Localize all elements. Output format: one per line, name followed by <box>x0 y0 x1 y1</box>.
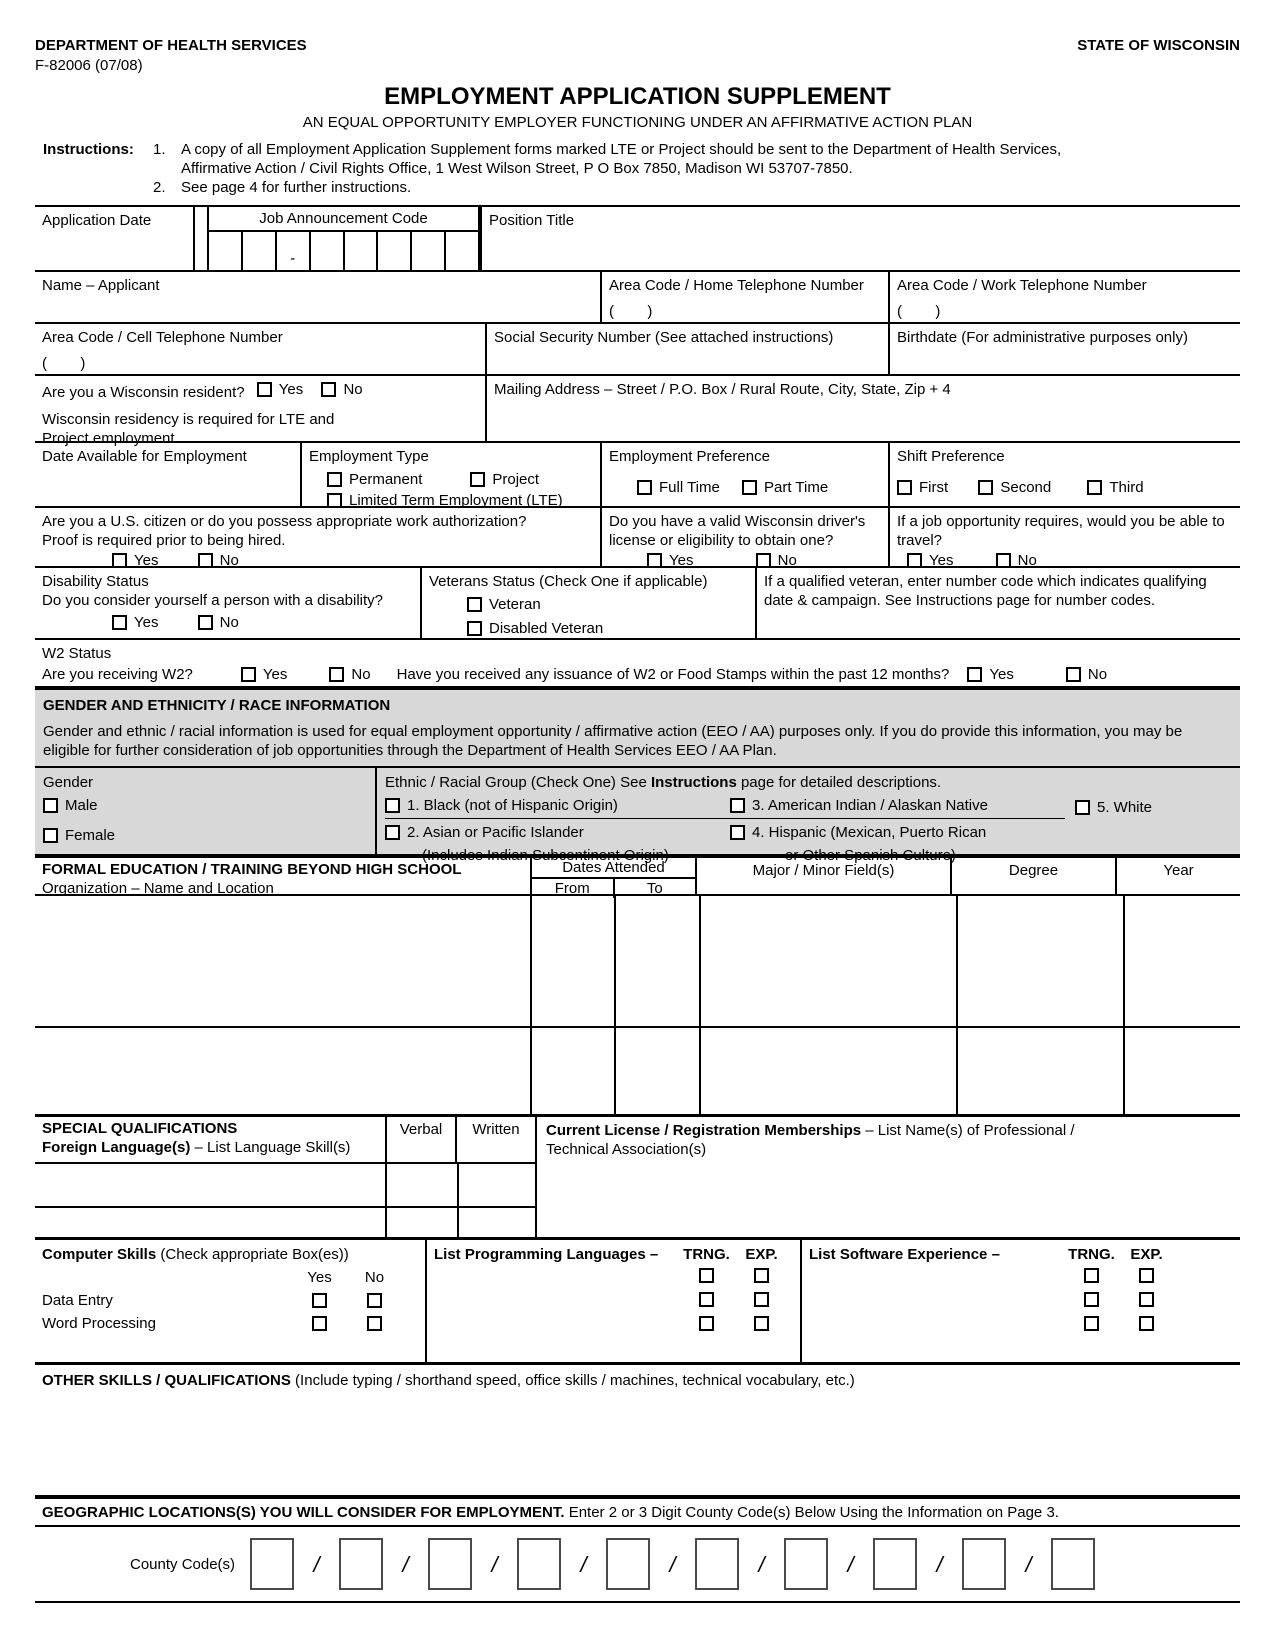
data-entry-no-checkbox[interactable] <box>367 1293 382 1308</box>
lte-checkbox[interactable] <box>327 493 342 508</box>
foodstamps-yes-checkbox[interactable] <box>967 667 982 682</box>
word-processing-label: Word Processing <box>42 1315 156 1332</box>
ethnic-group-label <box>385 773 1232 792</box>
w2-question-2: Have you received any issuance of W2 or Food Stamps within the past 12 months? <box>396 666 950 683</box>
foreign-languages-rest: – List Language Skill(s) <box>190 1139 351 1156</box>
veterans-title: Veterans Status (Check One if applicable) <box>429 573 708 590</box>
citizen-no-label: No <box>219 552 239 569</box>
license-label-rest: – List Name(s) of Professional / <box>861 1122 1075 1139</box>
other-skills-section[interactable] <box>35 1362 1240 1495</box>
form-number: F-82006 (07/08) <box>35 57 143 74</box>
language-written-cell[interactable] <box>457 1164 535 1206</box>
software-experience-label: List Software Experience – <box>809 1246 1000 1263</box>
project-option <box>470 470 539 489</box>
travel-yes-label: Yes <box>929 552 954 569</box>
programming-exp-label: EXP. <box>745 1246 778 1263</box>
female-label: Female <box>65 827 116 844</box>
education-row-2 <box>35 1026 1240 1114</box>
county-slash: / <box>313 1551 320 1577</box>
foodstamps-yes-label: Yes <box>989 666 1014 683</box>
travel-question: If a job opportunity requires, would you be able to travel? <box>897 513 1225 549</box>
row-resident-mailing <box>35 376 1240 447</box>
education-title-cell <box>35 858 530 897</box>
county-slash: / <box>669 1551 676 1577</box>
job-code-dash-cell[interactable] <box>277 232 311 270</box>
gender-options-area <box>35 766 1240 864</box>
main-form-table <box>35 205 1240 686</box>
language-name-cell[interactable] <box>35 1164 385 1206</box>
disability-no-checkbox[interactable] <box>198 615 213 630</box>
row-citizen-driver-travel <box>35 508 1240 568</box>
gender-column <box>35 768 375 854</box>
instruction-1-number: 1. <box>153 141 166 158</box>
geographic-section <box>35 1495 1240 1603</box>
education-to-cell[interactable] <box>614 1028 699 1114</box>
date-available-cell[interactable] <box>35 443 300 506</box>
ssn-cell[interactable] <box>485 324 888 374</box>
project-checkbox[interactable] <box>470 472 485 487</box>
w2-title: W2 Status <box>42 645 112 662</box>
computer-skills-title: Computer Skills <box>42 1246 157 1263</box>
county-slash: / <box>1025 1551 1032 1577</box>
instruction-2-number: 2. <box>153 179 166 196</box>
computer-skills-section <box>35 1237 1240 1362</box>
third-shift-checkbox[interactable] <box>1087 480 1102 495</box>
driver-no-label: No <box>777 552 797 569</box>
data-entry-yes-checkbox[interactable] <box>312 1293 327 1308</box>
female-checkbox[interactable] <box>43 828 58 843</box>
cell-phone-cell[interactable] <box>35 324 485 374</box>
education-header <box>35 854 1240 897</box>
travel-no-label: No <box>1017 552 1037 569</box>
education-major-cell[interactable] <box>699 896 956 1026</box>
resident-no-checkbox[interactable] <box>321 382 336 397</box>
programming-languages-label: List Programming Languages – <box>434 1246 659 1263</box>
veteran-label: Veteran <box>489 596 541 613</box>
resident-no-label: No <box>343 381 363 398</box>
citizen-question-line1: Are you a U.S. citizen or do you possess appropriate work authorization? <box>42 513 527 530</box>
ethnic-option-2-note: (Includes Indian Subcontinent Origin) <box>422 847 669 864</box>
birthdate-cell[interactable] <box>888 324 1240 374</box>
work-phone-parens: ( ) <box>897 303 941 320</box>
license-label-line2: Technical Association(s) <box>546 1141 707 1158</box>
female-option <box>43 826 115 845</box>
instructions <box>35 140 1240 197</box>
job-code-digit-6[interactable] <box>412 232 446 270</box>
job-code-digit-5[interactable] <box>378 232 412 270</box>
second-shift-label: Second <box>1000 479 1052 496</box>
driver-yes-label: Yes <box>669 552 694 569</box>
disabled-veteran-option <box>467 619 603 638</box>
county-slash: / <box>491 1551 498 1577</box>
job-code-digit-4[interactable] <box>345 232 379 270</box>
ethnic-option-2 <box>385 823 730 842</box>
software-exp-label: EXP. <box>1130 1246 1163 1263</box>
project-label: Project <box>492 471 540 488</box>
work-phone-cell[interactable] <box>888 272 1240 322</box>
instruction-item-1 <box>153 140 1240 178</box>
foodstamps-no-option <box>1066 665 1107 684</box>
education-org-cell[interactable] <box>35 1028 530 1114</box>
language-name-cell[interactable] <box>35 1208 385 1237</box>
geographic-title: GEOGRAPHIC LOCATIONS(S) YOU WILL CONSIDER FOR EMPLOYMENT. <box>42 1504 565 1521</box>
form-title: EMPLOYMENT APPLICATION SUPPLEMENT <box>384 83 891 110</box>
language-row-1 <box>35 1162 535 1206</box>
dates-attended-label: Dates Attended <box>532 858 695 879</box>
language-verbal-cell[interactable] <box>385 1208 457 1237</box>
programming-3-exp-checkbox[interactable] <box>754 1316 769 1331</box>
from-column-label: From <box>554 880 590 897</box>
date-available-label: Date Available for Employment <box>42 448 247 465</box>
ssn-label: Social Security Number (See attached instructions) <box>494 329 834 346</box>
citizen-cell <box>35 508 600 569</box>
qualified-veteran-text: If a qualified veteran, enter number code which indicates qualifying date & campaign. See Instructions page for number codes. <box>764 573 1207 609</box>
ethnic-label-pre: Ethnic / Racial Group (Check One) See <box>385 774 651 791</box>
permanent-checkbox[interactable] <box>327 472 342 487</box>
employment-type-cell <box>300 443 600 509</box>
ethnic-column <box>375 768 1240 864</box>
driver-yes-checkbox[interactable] <box>647 553 662 568</box>
second-shift-checkbox[interactable] <box>978 480 993 495</box>
education-to-cell[interactable] <box>614 896 699 1026</box>
education-subtitle: Organization – Name and Location <box>42 880 274 897</box>
disability-yes-option <box>112 613 158 632</box>
full-time-checkbox[interactable] <box>637 480 652 495</box>
disabled-veteran-label: Disabled Veteran <box>489 620 604 637</box>
job-code-digit-1[interactable] <box>209 232 243 270</box>
software-1-trng-checkbox[interactable] <box>1084 1268 1099 1283</box>
w2-no-option <box>329 665 370 684</box>
county-codes-label: County Code(s) <box>130 1555 236 1573</box>
veteran-option <box>467 595 541 614</box>
shift-third-option <box>1087 478 1143 497</box>
special-qualifications-title-cell <box>35 1117 385 1162</box>
county-code-box-10[interactable] <box>1051 1538 1095 1590</box>
major-column-label: Major / Minor Field(s) <box>695 858 950 894</box>
county-code-box-4[interactable] <box>517 1538 561 1590</box>
citizen-yes-label: Yes <box>134 552 159 569</box>
language-skills-table <box>35 1117 535 1237</box>
no-column-label: No <box>364 1269 385 1286</box>
other-skills-title-rest: (Include typing / shorthand speed, office skills / machines, technical vocabulary, etc.) <box>290 1372 855 1389</box>
permanent-option <box>327 470 422 489</box>
disability-cell <box>35 568 420 638</box>
resident-yes-label: Yes <box>278 381 304 398</box>
language-verbal-cell[interactable] <box>385 1164 457 1206</box>
w2-no-label: No <box>351 666 371 683</box>
resident-question: Are you a Wisconsin resident? <box>42 384 245 401</box>
license-label-bold: Current License / Registration Memberships <box>546 1122 862 1139</box>
instruction-item-2 <box>153 178 1240 197</box>
disability-yes-checkbox[interactable] <box>112 615 127 630</box>
veterans-cell <box>420 568 755 638</box>
driver-license-question: Do you have a valid Wisconsin driver's license or eligibility to obtain one? <box>609 513 866 549</box>
ethnic-option-3 <box>730 796 1065 815</box>
page-header <box>35 0 1240 134</box>
disabled-veteran-checkbox[interactable] <box>467 621 482 636</box>
county-code-box-1[interactable] <box>250 1538 294 1590</box>
education-section <box>35 854 1240 1114</box>
employment-type-label: Employment Type <box>309 448 429 465</box>
row-disability-veterans <box>35 568 1240 638</box>
driver-no-checkbox[interactable] <box>756 553 771 568</box>
male-label: Male <box>65 797 98 814</box>
resident-yes-option <box>257 380 303 399</box>
row-application <box>35 207 1240 272</box>
county-slash: / <box>402 1551 409 1577</box>
foodstamps-no-label: No <box>1087 666 1108 683</box>
employment-preference-label: Employment Preference <box>609 448 770 465</box>
education-degree-cell[interactable] <box>956 896 1123 1026</box>
dates-attended-header <box>530 858 695 897</box>
language-written-cell[interactable] <box>457 1208 535 1237</box>
language-row-2 <box>35 1206 535 1237</box>
part-time-label: Part Time <box>764 479 829 496</box>
county-code-box-8[interactable] <box>873 1538 917 1590</box>
special-qualifications-section <box>35 1114 1240 1237</box>
residency-note-line2: Project employment <box>42 430 175 447</box>
data-entry-label: Data Entry <box>42 1292 113 1309</box>
row-w2 <box>35 638 1240 686</box>
foreign-languages-label: Foreign Language(s) <box>42 1139 191 1156</box>
first-shift-label: First <box>919 479 949 496</box>
mailing-address-cell[interactable] <box>485 376 1240 441</box>
county-code-box-3[interactable] <box>428 1538 472 1590</box>
gender-section-title: GENDER AND ETHNICITY / RACE INFORMATION <box>43 697 391 714</box>
ethnic-5-checkbox[interactable] <box>1075 800 1090 815</box>
county-code-box-2[interactable] <box>339 1538 383 1590</box>
instruction-1-line1: A copy of all Employment Application Supplement forms marked LTE or Project should be sent to the Department of Health Services, <box>181 141 1062 158</box>
software-2-exp-checkbox[interactable] <box>1139 1292 1154 1307</box>
cell-phone-parens: ( ) <box>42 355 86 372</box>
row-cell-ssn-birth <box>35 324 1240 376</box>
ethnic-option-4 <box>730 823 986 842</box>
application-date-cell[interactable] <box>35 207 193 270</box>
permanent-label: Permanent <box>349 471 423 488</box>
home-phone-parens: ( ) <box>609 303 653 320</box>
education-degree-cell[interactable] <box>956 1028 1123 1114</box>
travel-yes-checkbox[interactable] <box>907 553 922 568</box>
first-shift-checkbox[interactable] <box>897 480 912 495</box>
county-code-box-9[interactable] <box>962 1538 1006 1590</box>
citizen-question-line2: Proof is required prior to being hired. <box>42 532 286 549</box>
gender-label: Gender <box>43 774 94 791</box>
county-slash: / <box>580 1551 587 1577</box>
education-title: FORMAL EDUCATION / TRAINING BEYOND HIGH SCHOOL <box>42 861 462 878</box>
shift-preference-label: Shift Preference <box>897 448 1005 465</box>
ethnic-option-1 <box>385 796 730 815</box>
programming-1-trng-checkbox[interactable] <box>699 1268 714 1283</box>
veteran-checkbox[interactable] <box>467 597 482 612</box>
ethnic-option-5 <box>1075 796 1152 819</box>
county-code-box-5[interactable] <box>606 1538 650 1590</box>
male-option <box>43 796 98 815</box>
computer-skills-column <box>35 1240 425 1362</box>
shift-preference-cell <box>888 443 1240 506</box>
geographic-title-rest: Enter 2 or 3 Digit County Code(s) Below Using the Information on Page 3. <box>564 1504 1059 1521</box>
third-shift-label: Third <box>1109 479 1144 496</box>
programming-trng-label: TRNG. <box>683 1246 730 1263</box>
w2-yes-label: Yes <box>262 666 288 683</box>
birthdate-label: Birthdate (For administrative purposes only) <box>897 329 1188 346</box>
job-code-digit-2[interactable] <box>243 232 277 270</box>
yes-column-label: Yes <box>307 1269 332 1286</box>
ethnic-label-post: page for detailed descriptions. <box>736 774 942 791</box>
disability-no-option <box>198 613 239 632</box>
home-phone-label: Area Code / Home Telephone Number <box>609 277 864 294</box>
job-announcement-code-cell <box>193 207 480 270</box>
full-time-label: Full Time <box>659 479 720 496</box>
residency-note-line1: Wisconsin residency is required for LTE and <box>42 411 335 428</box>
lte-label: Limited Term Employment (LTE) <box>349 492 563 509</box>
employment-preference-cell <box>600 443 888 506</box>
male-checkbox[interactable] <box>43 798 58 813</box>
geographic-title-row <box>35 1499 1240 1527</box>
county-slash: / <box>758 1551 765 1577</box>
education-row-1 <box>35 894 1240 1026</box>
education-year-cell[interactable] <box>1123 1028 1240 1114</box>
software-3-exp-checkbox[interactable] <box>1139 1316 1154 1331</box>
programming-languages-column <box>425 1240 800 1362</box>
education-major-cell[interactable] <box>699 1028 956 1114</box>
county-code-box-6[interactable] <box>695 1538 739 1590</box>
special-qualifications-title: SPECIAL QUALIFICATIONS <box>42 1120 238 1137</box>
ethnic-2-checkbox[interactable] <box>385 825 400 840</box>
software-experience-column <box>800 1240 1240 1362</box>
ethnic-3-checkbox[interactable] <box>730 798 745 813</box>
travel-no-checkbox[interactable] <box>996 553 1011 568</box>
work-phone-label: Area Code / Work Telephone Number <box>897 277 1147 294</box>
gender-ethnicity-section <box>35 686 1240 864</box>
instruction-1-line2: Affirmative Action / Civil Rights Office, 1 West Wilson Street, P O Box 7850, Madison WI 53707-7850. <box>181 160 853 177</box>
citizen-no-checkbox[interactable] <box>198 553 213 568</box>
ethnic-label-bold: Instructions <box>650 774 737 791</box>
resident-no-option <box>321 380 362 399</box>
education-org-cell[interactable] <box>35 896 530 1026</box>
ethnic-1-checkbox[interactable] <box>385 798 400 813</box>
programming-1-exp-checkbox[interactable] <box>754 1268 769 1283</box>
education-year-cell[interactable] <box>1123 896 1240 1026</box>
county-slash: / <box>847 1551 854 1577</box>
resident-yes-checkbox[interactable] <box>257 382 272 397</box>
word-processing-yes-checkbox[interactable] <box>312 1316 327 1331</box>
ethnic-2-label: 2. Asian or Pacific Islander <box>407 824 584 841</box>
disability-question: Do you consider yourself a person with a disability? <box>42 592 384 609</box>
shift-second-option <box>978 478 1051 497</box>
part-time-checkbox[interactable] <box>742 480 757 495</box>
disability-no-label: No <box>219 614 239 631</box>
row-employment <box>35 443 1240 508</box>
computer-skills-title-rest: (Check appropriate Box(es)) <box>156 1246 349 1263</box>
ethnic-1-label: 1. Black (not of Hispanic Origin) <box>407 797 618 814</box>
software-1-exp-checkbox[interactable] <box>1139 1268 1154 1283</box>
w2-yes-checkbox[interactable] <box>241 667 256 682</box>
qualified-veteran-cell[interactable] <box>755 568 1240 638</box>
verbal-column-label: Verbal <box>385 1117 455 1162</box>
job-code-dash: - <box>290 250 296 267</box>
ethnic-4-label: 4. Hispanic (Mexican, Puerto Rican <box>752 824 987 841</box>
state-name: STATE OF WISCONSIN <box>1077 37 1240 54</box>
job-announcement-code-label: Job Announcement Code <box>209 207 478 232</box>
to-column-label: To <box>613 879 696 898</box>
degree-column-label: Degree <box>950 858 1115 894</box>
county-slash: / <box>936 1551 943 1577</box>
software-3-trng-checkbox[interactable] <box>1084 1316 1099 1331</box>
written-column-label: Written <box>455 1117 535 1162</box>
w2-no-checkbox[interactable] <box>329 667 344 682</box>
mailing-address-label: Mailing Address – Street / P.O. Box / Rural Route, City, State, Zip + 4 <box>494 381 951 398</box>
software-trng-label: TRNG. <box>1068 1246 1115 1263</box>
w2-yes-option <box>241 665 287 684</box>
disability-yes-label: Yes <box>134 614 159 631</box>
position-title-cell[interactable] <box>480 207 1240 270</box>
position-title-label: Position Title <box>489 212 575 229</box>
disability-title: Disability Status <box>42 573 149 590</box>
programming-2-exp-checkbox[interactable] <box>754 1292 769 1307</box>
ethnic-option-4-note: or Other Spanish Culture) <box>785 847 956 864</box>
application-date-label: Application Date <box>42 212 152 229</box>
shift-first-option <box>897 478 948 497</box>
foodstamps-no-checkbox[interactable] <box>1066 667 1081 682</box>
programming-2-trng-checkbox[interactable] <box>699 1292 714 1307</box>
education-from-cell[interactable] <box>530 1028 614 1114</box>
agency-name: DEPARTMENT OF HEALTH SERVICES <box>35 37 307 54</box>
citizen-yes-checkbox[interactable] <box>112 553 127 568</box>
w2-cell <box>35 640 1240 686</box>
word-processing-no-checkbox[interactable] <box>367 1316 382 1331</box>
ethnic-4-checkbox[interactable] <box>730 825 745 840</box>
instructions-label: Instructions: <box>43 141 134 158</box>
resident-cell <box>35 376 485 447</box>
license-memberships-cell[interactable] <box>535 1117 1240 1237</box>
form-subtitle: AN EQUAL OPPORTUNITY EMPLOYER FUNCTIONING UNDER AN AFFIRMATIVE ACTION PLAN <box>302 114 973 131</box>
job-code-digit-3[interactable] <box>311 232 345 270</box>
programming-3-trng-checkbox[interactable] <box>699 1316 714 1331</box>
job-code-digit-7[interactable] <box>446 232 478 270</box>
county-code-box-7[interactable] <box>784 1538 828 1590</box>
home-phone-cell[interactable] <box>600 272 888 322</box>
driver-license-cell <box>600 508 888 569</box>
row-name-phones <box>35 272 1240 324</box>
gender-section-description: Gender and ethnic / racial information is used for equal employment opportunity / affirmative action (EEO / AA) purposes only. If you do provide this information, you may be eligible for further consideration of job opportunities through the Department of Health Services EEO / AA Plan. <box>43 723 1183 759</box>
part-time-option <box>742 478 828 497</box>
software-2-trng-checkbox[interactable] <box>1084 1292 1099 1307</box>
instruction-2-text: See page 4 for further instructions. <box>181 179 412 196</box>
name-applicant-cell[interactable] <box>35 272 600 322</box>
w2-question-1: Are you receiving W2? <box>42 666 193 683</box>
foodstamps-yes-option <box>967 665 1013 684</box>
full-time-option <box>637 478 720 497</box>
name-applicant-label: Name – Applicant <box>42 277 160 294</box>
ethnic-3-label: 3. American Indian / Alaskan Native <box>752 797 988 814</box>
cell-phone-label: Area Code / Cell Telephone Number <box>42 329 283 346</box>
education-from-cell[interactable] <box>530 896 614 1026</box>
ethnic-5-label: 5. White <box>1097 799 1153 816</box>
county-codes-row <box>35 1527 1240 1603</box>
year-column-label: Year <box>1115 858 1240 894</box>
travel-cell <box>888 508 1240 569</box>
other-skills-title: OTHER SKILLS / QUALIFICATIONS <box>42 1372 291 1389</box>
